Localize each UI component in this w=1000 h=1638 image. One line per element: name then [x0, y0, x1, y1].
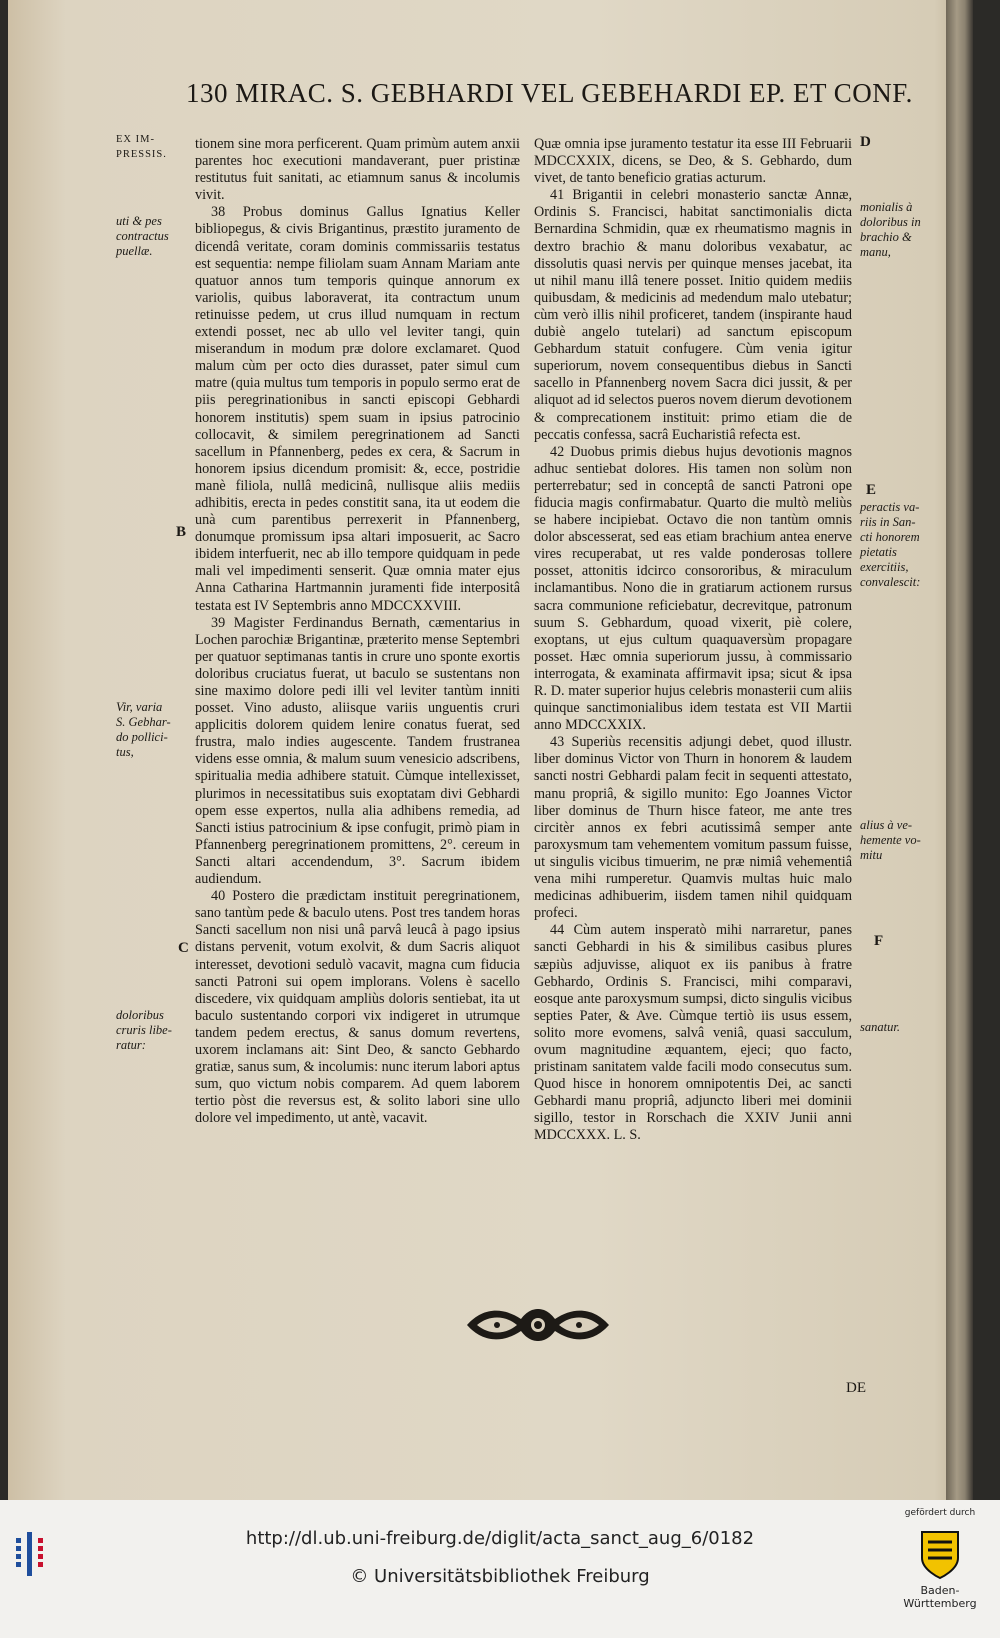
footer-bar [0, 1500, 1000, 1638]
margin-note-peractis: peractis va- riis in San- cti honorem pietatis exercitiis, convalescit: [860, 500, 921, 589]
paragraph: tionem sine mora perficerent. Quam primùm autem anxii parentes hoc executioni mandaverant, puer pristinæ restitutus fuit sanitati, ac etiamnum sanus & incolumis vivit. [195, 136, 520, 204]
section-letter-e: E [866, 482, 877, 498]
margin-note-pes-contractus: uti & pes contractus puellæ. [116, 214, 169, 258]
baden-wuerttemberg-crest-icon [918, 1528, 962, 1580]
margin-note-vir-varia: Vir, varia S. Gebhar- do pollici- tus, [116, 700, 171, 759]
sponsor-block [888, 1508, 992, 1628]
running-head: 130 MIRAC. S. GEBHARDI VEL GEBEHARDI EP. ET CONF. [186, 78, 913, 108]
margin-note-monialis: monialis à doloribus in brachio & manu, [860, 200, 921, 259]
paragraph: 44 Cùm autem insperatò mihi narraretur, panes sancti Gebhardi in his & similibus casibus plures sæpiùs adjuvisse, aliquot ex iis panibus à fratre Gebhardo, Ordinis S. Francisci, mihi comparavi, eosque ante paroxysmum sumpsi, dicto singulis vicibus septies Pater, & Ave. Cùmque tertiò iis usus essem, solito more evomens, salvâ veniâ, quasi sacculum, ovum magnitudine æquantem, ejeci; quo facto, pristinam sanitatem valde facili modo consecutus sum. Quod hisce in honorem omnipotentis Dei, ac sancti Gebhardi manu propriâ, adjuncto liberi mei dominii sigillo, testor in Rorschach die XXIV Junii anni MDCCXXX. L. S. [534, 922, 852, 1144]
paragraph: 41 Brigantii in celebri monasterio sanctæ Annæ, Ordinis S. Francisci, habitat sanctimonialis dicta Bernardina Schmidin, quæ ex rheumatismo magnis in dextro brachio & manu doloribus vexabatur, ac dissolutis quasi nervis per quinque menses jacebat, ita ut nihil manu illâ tenere posset. Initio quidem mediis quibusdam, & medicinis ad medendum malo utebatur; cùm verò illis nihil proficeret, tandem (inspirante haud dubiè angelo tutelari) ad sanctum episcopum Gebhardum statuit confugere. Cùm venia igitur superiorum, novem consequentibus diebus in Sancti sacello in Pfannenberg novem Sacra dici jussit, & per aliquot ad id selectos pueros novem dierum devotionem & comprecationem instituit: primo etiam die de peccatis confessa, sacrâ Eucharistiâ refecta est. [534, 187, 852, 443]
book-page [8, 0, 973, 1500]
paragraph: 40 Postero die prædictam instituit peregrinationem, sano tantùm pede & baculo utens. Post tres tandem horas Sancti sacellum non nisi unâ parvâ leucâ à pago ipsius distans pervenit, votum exolvit, & dum Sacris aliquot interesset, devotioni sedulò vacavit, magna cum fiducia sancti Patroni sui opem implorans. Volens è sacello discedere, vix quidquam ampliùs doloris sentiebat, ita ut baculo sustentando corpori vix indigeret in utrumque tandem pedem erectus, & sanus domum revertens, uxorem inclamans ait: Sint Deo, & sancto Gebhardo gratiæ, sanus sum, & incolumis: nunc iterum labori aptus sum, quo victum nobis comparem. Ad quem laborem tertio pòst die reversus est, & solito labori sine ullo dolore vel impedimento, ut antè, vacavit. [195, 888, 520, 1127]
tailpiece-ornament-icon [463, 1305, 613, 1345]
section-letter-f: F [874, 933, 884, 949]
section-letter-b: B [176, 524, 187, 540]
paragraph: Quæ omnia ipse juramento testatur ita esse III Februarii MDCCXXIX, dicens, se Deo, & S. Gebhardo, dum vivet, de tanto beneficio gratias acturum. [534, 136, 852, 187]
section-letter-c: C [178, 940, 189, 956]
text-column-left [195, 136, 520, 1127]
permalink-url[interactable]: http://dl.ub.uni-freiburg.de/diglit/acta_sanct_aug_6/0182 [245, 1528, 755, 1549]
paragraph: 38 Probus dominus Gallus Ignatius Keller bibliopegus, & civis Brigantinus, præstito juramento de dicendâ veritate, coram dominis commissariis testatus est sequentia: nempe filiolam suam Annam Mariam ante quatuor annos tum temporis quinque annorum ex variolis, quibus laboraverat, ita contractum unum retinuisse pedem, ut crus illud numquam in rectum extendi posset, nec ab ullo vel leviter tangi, quin miserandum in modum præ dolore exclamaret. Quod malum cùm per octo dies durasset, pater simul cum matre (quia multus tum temporis in populo sermo erat de piis peregrinationibus in sancti episcopi Gebhardi honorem institutis) spem suam in ipsius patrocinio collocavit, & similem peregrinationem ad Sancti sacellum in Pfannenberg, pedes ex cera, & Sacrum in honorem ipsius dicendum promisit: &, ecce, postridie manè filiola, nullâ medicinâ, nullisque aliis mediis adhibitis, erecta in pedes constitit sana, ita ut eodem die unà cum parentibus perrexerit in Pfannenberg, donumque promissum ipsa altari imposuerit, ac Sacro ibidem interfuerit, nec ab illo tempore quidquam in pede mali vel impedimenti senserit. Quæ omnia mater ejus Anna Catharina Hartmannin juramenti fide interpositâ testata est IV Septembris anno MDCCXXVIII. [195, 204, 520, 614]
paragraph: 42 Duobus primis diebus hujus devotionis magnos adhuc sentiebat dolores. His tamen non solùm non perterrebatur; sed in conceptâ de sancti Patroni ope fiducia magis confirmabatur. Quarto die multò meliùs se habere incipiebat. Octavo die non tantùm omnis dolor abscesserat, sed eas etiam brachium antea enerve vires recuperabat, ut res valde ponderosas tollere posset, attonitis idcirco consororibus, & miraculum inclamantibus. Nono die in gratiarum actionem rursus sacra communione reficiebatur, decrevitque, patronum suum S. Gebhardum, quoad vixerit, piè colere, exoptans, ut ejus cultum quaquaversùm propagare posset. Hæc omnia superiorum jussu, à commissario interrogata, & examinata affirmavit ipsa; sicut & ipsa R. D. mater superior hujus celebris monasterii cum aliis quinque sanctimonialibus idem testata est VII Martii anno MDCCXXIX. [534, 443, 852, 734]
margin-note-doloribus-cruris: doloribus cruris libe- ratur: [116, 1008, 172, 1052]
section-letter-d: D [860, 134, 871, 150]
paragraph: 39 Magister Ferdinandus Bernath, cæmentarius in Lochen parochiæ Brigantinæ, præterito mense Septembri per quatuor septimanas tantis in crure uno sponte exortis doloribus cruciatus fuerat, ut baculo se sustentans non sine maximo dolore pedi illi vel leviter tantùm inniti posset. Vino adusto, aliisque variis unguentis cruri applicitis dolorem quidem lenire conatus fuerat, sed frustra, malo indies augescente. Tandem frustranea videns esse omnia, & malum suum venesicio adscribens, spiritualia media adhibere statuit. Cùmque intellexisset, plurimos in necessitatibus suis exoptatam divi Gebhardi opem esse expertos, nulla alia adhibens remedia, ad Sancti istius patrocinium & ipse confugit, primò piam in Pfannenberg peregrinationem promittens, 2°. cereum in Sancti altari accendendum, 3°. Sacrum ibidem audiendum. [195, 614, 520, 888]
sponsor-state: Baden-Württemberg [903, 1584, 977, 1610]
margin-note-alius: alius à ve- hemente vo- mitu [860, 818, 921, 862]
page-edge [946, 0, 973, 1500]
margin-note-ex-impressis: EX IM- PRESSIS. [116, 134, 167, 160]
catchword: DE [846, 1380, 866, 1396]
sponsor-label: gefördert durch [904, 1508, 976, 1518]
paragraph: 43 Superiùs recensitis adjungi debet, quod illustr. liber dominus Victor von Thurn in honorem & laudem sancti nostri Gebhardi palam fecit in sequenti attestato, manu propriâ, & sigillo munito: Ego Joannes Victor liber dominus de Thurn hisce fateor, me ante tres circitèr annos ex febri acutissimâ semper ante paroxysmum tam vehementem vomitum passum fuisse, ut singulis vicibus timuerim, ne præ nimiâ vehementiâ vena mihi rumperetur. Quamvis multas huic malo medicinas adhibuerim, iisdem tamen nihil quidquam profeci. [534, 734, 852, 922]
margin-note-sanatur: sanatur. [860, 1020, 900, 1034]
text-column-right [534, 136, 852, 1145]
copyright-notice: © Universitätsbibliothek Freiburg [350, 1566, 650, 1587]
